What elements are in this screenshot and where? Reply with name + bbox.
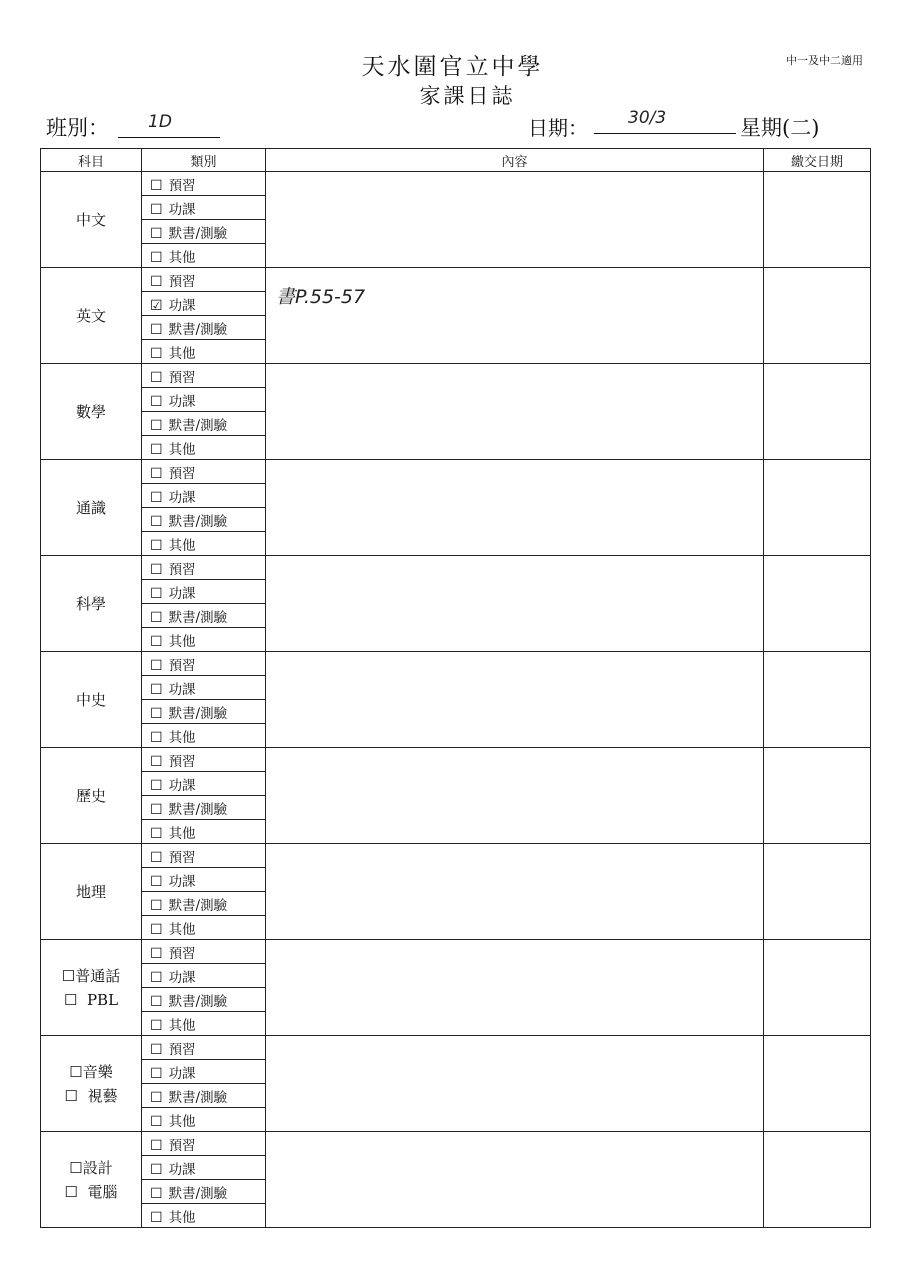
category-label: 默書/測驗 — [168, 801, 228, 818]
category-cell — [142, 628, 266, 652]
table-row — [41, 652, 871, 676]
checkbox[interactable]: ☐ — [150, 1065, 163, 1082]
category-cell — [142, 532, 266, 556]
subject-cell — [41, 364, 142, 460]
applicable-note: 中一及中二適用 — [786, 54, 863, 67]
table-row — [41, 844, 871, 868]
category-label: 默書/測驗 — [168, 897, 228, 914]
category-cell — [142, 508, 266, 532]
checkbox[interactable]: ☐ — [150, 1185, 163, 1202]
subject-name: 英文 — [75, 306, 106, 325]
category-cell — [142, 820, 266, 844]
category-label: 功課 — [168, 777, 196, 794]
category-label: 默書/測驗 — [168, 321, 228, 338]
checkbox[interactable]: ☐ — [150, 441, 163, 458]
content-cell[interactable] — [266, 460, 764, 556]
category-label: 其他 — [168, 537, 196, 554]
checkbox[interactable]: ☐ — [150, 417, 163, 434]
category-cell — [142, 436, 266, 460]
category-label: 功課 — [168, 1161, 196, 1178]
checkbox[interactable]: ☐ — [150, 945, 163, 962]
category-cell — [142, 1156, 266, 1180]
category-label: 預習 — [168, 657, 196, 674]
subject-name: ☐普通話 — [61, 966, 121, 985]
category-cell — [142, 556, 266, 580]
category-label: 默書/測驗 — [168, 1185, 228, 1202]
category-cell — [142, 292, 266, 316]
subject-name-secondary: ☐ 視藝 — [64, 1086, 118, 1105]
due-date-cell[interactable] — [764, 268, 871, 364]
checkbox[interactable]: ☐ — [150, 393, 163, 410]
category-label: 預習 — [168, 1137, 196, 1154]
category-label: 預習 — [168, 561, 196, 578]
content-cell[interactable] — [266, 268, 764, 364]
category-cell — [142, 964, 266, 988]
checkbox[interactable]: ☐ — [150, 201, 163, 218]
document-title: 家課日誌 — [419, 84, 516, 108]
checkbox[interactable]: ☐ — [150, 369, 163, 386]
category-cell — [142, 196, 266, 220]
category-cell — [142, 772, 266, 796]
subject-cell — [41, 844, 142, 940]
category-label: 默書/測驗 — [168, 513, 228, 530]
content-cell[interactable] — [266, 652, 764, 748]
table-row — [41, 172, 871, 196]
checkbox[interactable]: ☐ — [150, 1161, 163, 1178]
subject-name: 歷史 — [75, 786, 106, 805]
checkbox[interactable]: ☐ — [150, 249, 163, 266]
category-label: 功課 — [168, 873, 196, 890]
due-date-cell[interactable] — [764, 460, 871, 556]
homework-log-table — [40, 148, 871, 1228]
school-name: 天水圍官立中學 — [361, 54, 544, 80]
category-cell — [142, 1108, 266, 1132]
category-cell — [142, 748, 266, 772]
due-date-cell[interactable] — [764, 844, 871, 940]
category-label: 預習 — [168, 369, 196, 386]
checkbox[interactable]: ☐ — [150, 177, 163, 194]
category-label: 其他 — [168, 729, 196, 746]
category-header: 類別 — [142, 149, 266, 172]
checkbox[interactable]: ☐ — [150, 705, 163, 722]
checkbox[interactable]: ☐ — [150, 345, 163, 362]
category-label: 預習 — [168, 753, 196, 770]
due-date-header: 繳交日期 — [764, 149, 871, 172]
subject-header: 科目 — [41, 149, 142, 172]
content-cell[interactable] — [266, 1036, 764, 1132]
subject-name: 地理 — [75, 882, 106, 901]
content-cell[interactable] — [266, 748, 764, 844]
category-label: 其他 — [168, 825, 196, 842]
table-row — [41, 748, 871, 772]
homework-entry: 書P.55-57 — [276, 286, 366, 308]
category-cell — [142, 724, 266, 748]
checkbox[interactable]: ☐ — [150, 585, 163, 602]
category-cell — [142, 844, 266, 868]
subject-name: 中史 — [75, 690, 106, 709]
subject-cell — [41, 652, 142, 748]
category-cell — [142, 268, 266, 292]
subject-cell — [41, 748, 142, 844]
category-label: 其他 — [168, 921, 196, 938]
checkbox[interactable]: ☐ — [150, 1089, 163, 1106]
due-date-cell[interactable] — [764, 748, 871, 844]
due-date-cell[interactable] — [764, 172, 871, 268]
category-label: 默書/測驗 — [168, 417, 228, 434]
category-cell — [142, 220, 266, 244]
category-label: 默書/測驗 — [168, 225, 228, 242]
content-header: 內容 — [266, 149, 764, 172]
content-cell[interactable] — [266, 556, 764, 652]
checkbox[interactable]: ☐ — [150, 1041, 163, 1058]
category-label: 功課 — [168, 585, 196, 602]
subject-name: ☐設計 — [69, 1158, 113, 1177]
table-body — [41, 172, 871, 1228]
checkbox[interactable]: ☐ — [150, 489, 163, 506]
category-cell — [142, 796, 266, 820]
subject-name-secondary: ☐ 電腦 — [64, 1182, 118, 1201]
category-label: 功課 — [168, 297, 196, 314]
category-cell — [142, 916, 266, 940]
category-label: 預習 — [168, 177, 196, 194]
checkbox[interactable]: ☐ — [150, 513, 163, 530]
checkbox[interactable]: ☐ — [150, 609, 163, 626]
checkbox[interactable]: ☐ — [150, 1017, 163, 1034]
category-label: 其他 — [168, 345, 196, 362]
table-row — [41, 460, 871, 484]
category-label: 其他 — [168, 441, 196, 458]
content-cell[interactable] — [266, 844, 764, 940]
category-label: 其他 — [168, 249, 196, 266]
checkbox[interactable]: ☐ — [150, 1113, 163, 1130]
category-cell — [142, 868, 266, 892]
subject-cell — [41, 268, 142, 364]
category-label: 功課 — [168, 1065, 196, 1082]
content-cell[interactable] — [266, 364, 764, 460]
checkbox[interactable]: ☐ — [150, 633, 163, 650]
checkbox[interactable]: ☐ — [150, 465, 163, 482]
subject-name: 數學 — [75, 402, 106, 421]
checkbox[interactable]: ☐ — [150, 825, 163, 842]
table-header-row — [41, 149, 871, 172]
subject-cell — [41, 556, 142, 652]
category-cell — [142, 1084, 266, 1108]
checkbox[interactable]: ☐ — [150, 873, 163, 890]
checkbox[interactable]: ☑ — [150, 297, 163, 314]
category-label: 默書/測驗 — [168, 705, 228, 722]
subject-cell — [41, 460, 142, 556]
due-date-cell[interactable] — [764, 364, 871, 460]
checkbox[interactable]: ☐ — [150, 897, 163, 914]
date-field[interactable]: 30/3 — [594, 108, 736, 134]
category-label: 預習 — [168, 465, 196, 482]
checkbox[interactable]: ☐ — [150, 561, 163, 578]
content-cell[interactable] — [266, 1132, 764, 1228]
checkbox[interactable]: ☐ — [150, 729, 163, 746]
category-cell — [142, 676, 266, 700]
category-cell — [142, 388, 266, 412]
category-label: 功課 — [168, 393, 196, 410]
checkbox[interactable]: ☐ — [150, 921, 163, 938]
category-cell — [142, 652, 266, 676]
category-cell — [142, 892, 266, 916]
subject-name: ☐音樂 — [69, 1062, 113, 1081]
category-cell — [142, 460, 266, 484]
category-cell — [142, 1204, 266, 1228]
checkbox[interactable]: ☐ — [150, 849, 163, 866]
checkbox[interactable]: ☐ — [150, 993, 163, 1010]
category-cell — [142, 580, 266, 604]
category-cell — [142, 316, 266, 340]
subject-cell — [41, 1132, 142, 1228]
checkbox[interactable]: ☐ — [150, 273, 163, 290]
category-label: 預習 — [168, 273, 196, 290]
category-label: 功課 — [168, 969, 196, 986]
category-cell — [142, 244, 266, 268]
checkbox[interactable]: ☐ — [150, 657, 163, 674]
content-cell[interactable] — [266, 172, 764, 268]
category-cell — [142, 1180, 266, 1204]
table-row — [41, 940, 871, 964]
checkbox[interactable]: ☐ — [150, 321, 163, 338]
content-cell[interactable] — [266, 940, 764, 1036]
table-row — [41, 364, 871, 388]
checkbox[interactable]: ☐ — [150, 1209, 163, 1226]
checkbox[interactable]: ☐ — [150, 1137, 163, 1154]
category-cell — [142, 700, 266, 724]
category-label: 功課 — [168, 489, 196, 506]
due-date-cell[interactable] — [764, 556, 871, 652]
category-label: 預習 — [168, 945, 196, 962]
category-cell — [142, 1036, 266, 1060]
category-cell — [142, 1060, 266, 1084]
checkbox[interactable]: ☐ — [150, 801, 163, 818]
category-label: 其他 — [168, 1209, 196, 1226]
table-row — [41, 556, 871, 580]
due-date-cell[interactable] — [764, 940, 871, 1036]
category-cell — [142, 340, 266, 364]
table-row — [41, 268, 871, 292]
subject-name: 中文 — [75, 210, 106, 229]
category-label: 功課 — [168, 681, 196, 698]
category-label: 其他 — [168, 1113, 196, 1130]
category-label: 預習 — [168, 1041, 196, 1058]
category-label: 默書/測驗 — [168, 1089, 228, 1106]
category-cell — [142, 412, 266, 436]
category-label: 默書/測驗 — [168, 993, 228, 1010]
table-row — [41, 1132, 871, 1156]
category-cell — [142, 172, 266, 196]
category-cell — [142, 1132, 266, 1156]
date-label: 日期： — [528, 116, 588, 140]
checkbox[interactable]: ☐ — [150, 681, 163, 698]
checkbox[interactable]: ☐ — [150, 969, 163, 986]
category-cell — [142, 364, 266, 388]
category-cell — [142, 1012, 266, 1036]
subject-cell — [41, 172, 142, 268]
table-row — [41, 1036, 871, 1060]
subject-cell — [41, 940, 142, 1036]
category-cell — [142, 988, 266, 1012]
checkbox[interactable]: ☐ — [150, 753, 163, 770]
subject-name-secondary: ☐ PBL — [63, 990, 119, 1009]
class-field[interactable]: 1D — [118, 112, 220, 138]
subject-name: 科學 — [75, 594, 106, 613]
category-label: 預習 — [168, 849, 196, 866]
category-cell — [142, 484, 266, 508]
weekday-label: 星期(二) — [740, 116, 820, 140]
checkbox[interactable]: ☐ — [150, 537, 163, 554]
category-label: 其他 — [168, 1017, 196, 1034]
subject-name: 通識 — [75, 498, 106, 517]
category-label: 其他 — [168, 633, 196, 650]
due-date-cell[interactable] — [764, 652, 871, 748]
due-date-cell[interactable] — [764, 1036, 871, 1132]
class-label: 班別： — [46, 116, 109, 140]
due-date-cell[interactable] — [764, 1132, 871, 1228]
category-label: 功課 — [168, 201, 196, 218]
category-label: 默書/測驗 — [168, 609, 228, 626]
checkbox[interactable]: ☐ — [150, 777, 163, 794]
subject-cell — [41, 1036, 142, 1132]
checkbox[interactable]: ☐ — [150, 225, 163, 242]
category-cell — [142, 940, 266, 964]
category-cell — [142, 604, 266, 628]
